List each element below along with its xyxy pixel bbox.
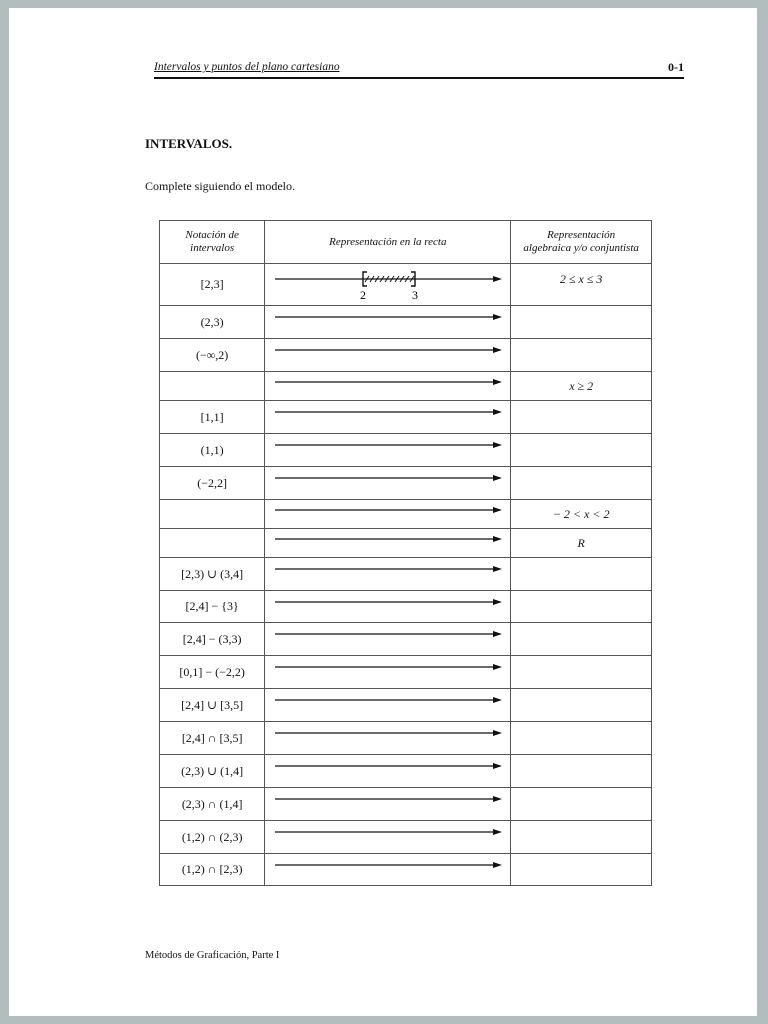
algebraic-cell (511, 755, 652, 788)
number-line-cell (265, 529, 511, 558)
page-footer: Métodos de Graficación, Parte I (145, 950, 280, 961)
table-row (160, 372, 652, 401)
algebraic-cell (511, 656, 652, 689)
table-row (160, 264, 652, 306)
number-line-cell (265, 656, 511, 689)
notation-text: [2,4] − (3,3) (182, 631, 242, 646)
algebraic-cell (511, 339, 652, 372)
notation-cell (160, 401, 265, 434)
notation-cell (160, 755, 265, 788)
notation-cell (160, 558, 265, 591)
notation-cell (160, 623, 265, 656)
algebraic-text: 2 ≤ x ≤ 3 (559, 272, 603, 286)
algebraic-text (511, 755, 651, 787)
number-line-cell (265, 623, 511, 656)
algebraic-text: x ≥ 2 (569, 378, 594, 393)
algebraic-text (511, 623, 651, 655)
number-line (265, 656, 510, 688)
algebraic-text (511, 656, 651, 688)
arrow-head (493, 730, 502, 736)
notation-text (160, 529, 264, 557)
notation-cell (160, 591, 265, 623)
algebraic-cell (511, 467, 652, 500)
arrow-head (493, 796, 502, 802)
table-row (160, 339, 652, 372)
tick-label: 2 (360, 288, 367, 302)
header-notation (160, 221, 265, 264)
table-header-row (160, 221, 652, 264)
table-row (160, 755, 652, 788)
algebraic-text (511, 339, 651, 371)
number-line (265, 372, 510, 400)
table-row (160, 854, 652, 886)
arrow-head (493, 862, 502, 868)
number-line-cell (265, 722, 511, 755)
algebraic-cell (511, 821, 652, 854)
algebraic-cell (511, 500, 652, 529)
algebraic-cell (511, 529, 652, 558)
table-row (160, 558, 652, 591)
table-row (160, 306, 652, 339)
number-line (265, 264, 510, 305)
number-line-cell (265, 821, 511, 854)
notation-cell (160, 264, 265, 306)
number-line (265, 722, 510, 754)
number-line (265, 623, 510, 655)
algebraic-cell (511, 854, 652, 886)
number-line-cell (265, 788, 511, 821)
notation-text: [1,1] (200, 409, 224, 424)
number-line (265, 467, 510, 499)
notation-cell (160, 529, 265, 558)
number-line-cell (265, 339, 511, 372)
arrow-head (493, 599, 502, 605)
number-line-cell (265, 689, 511, 722)
number-line (265, 306, 510, 338)
arrow-head (493, 507, 502, 513)
number-line (265, 558, 510, 590)
notation-cell (160, 500, 265, 529)
arrow-head (493, 664, 502, 670)
tick-label: 3 (412, 288, 419, 302)
header-page-number: 0-1 (668, 60, 684, 74)
algebraic-cell (511, 591, 652, 623)
header-notation-line-1: Notación de (185, 229, 239, 241)
header-title: Intervalos y puntos del plano cartesiano (154, 61, 340, 73)
number-line (265, 434, 510, 466)
number-line (265, 689, 510, 721)
table-row (160, 591, 652, 623)
arrow-head (493, 442, 502, 448)
arrow-head (493, 276, 502, 282)
number-line-cell (265, 854, 511, 886)
table-row (160, 788, 652, 821)
intervals-table (159, 220, 652, 886)
header-algebraic-line-1: Representación (547, 229, 616, 241)
algebraic-text (511, 722, 651, 754)
notation-text: [2,3) ∪ (3,4] (181, 566, 244, 581)
notation-text: (1,2) ∩ (2,3) (181, 829, 243, 844)
table-row (160, 623, 652, 656)
notation-text: (2,3) ∩ (1,4] (181, 796, 243, 811)
notation-text: [2,4] ∩ [3,5] (181, 730, 243, 745)
algebraic-cell (511, 264, 652, 306)
table-row (160, 722, 652, 755)
number-line (265, 788, 510, 820)
section-title: INTERVALOS. (145, 136, 233, 151)
notation-cell (160, 434, 265, 467)
algebraic-text (511, 689, 651, 721)
algebraic-text (511, 821, 651, 853)
algebraic-text: − 2 < x < 2 (552, 506, 610, 521)
notation-text: (2,3) ∪ (1,4] (181, 763, 244, 778)
number-line-cell (265, 306, 511, 339)
arrow-head (493, 347, 502, 353)
number-line (265, 755, 510, 787)
notation-text: (2,3) (200, 314, 224, 329)
notation-text: [0,1] − (−2,2) (179, 664, 245, 679)
number-line (265, 821, 510, 853)
notation-text: (1,1) (200, 442, 224, 457)
number-line-cell (265, 264, 511, 306)
algebraic-text (511, 854, 651, 885)
algebraic-text (511, 434, 651, 466)
table-row (160, 500, 652, 529)
number-line-cell (265, 372, 511, 401)
algebraic-text (511, 591, 651, 622)
notation-text: (1,2) ∩ [2,3) (181, 862, 243, 876)
table-row (160, 467, 652, 500)
algebraic-cell (511, 306, 652, 339)
arrow-head (493, 409, 502, 415)
notation-text (160, 372, 264, 400)
algebraic-text (511, 467, 651, 499)
notation-cell (160, 306, 265, 339)
algebraic-cell (511, 558, 652, 591)
number-line (265, 401, 510, 433)
arrow-head (493, 697, 502, 703)
number-line-cell (265, 401, 511, 434)
table-row (160, 821, 652, 854)
number-line (265, 500, 510, 528)
notation-cell (160, 372, 265, 401)
notation-cell (160, 821, 265, 854)
table-row (160, 529, 652, 558)
header-line-representation (265, 221, 511, 264)
arrow-head (493, 314, 502, 320)
arrow-head (493, 379, 502, 385)
notation-text: (−2,2] (197, 475, 228, 490)
number-line-cell (265, 500, 511, 529)
number-line (265, 591, 510, 622)
header-algebraic-line-2: algebraica y/o conjuntista (523, 242, 639, 254)
arrow-head (493, 536, 502, 542)
header-notation-line-2: intervalos (190, 242, 235, 254)
number-line-cell (265, 467, 511, 500)
number-line (265, 529, 510, 557)
notation-cell (160, 467, 265, 500)
algebraic-cell (511, 689, 652, 722)
number-line-cell (265, 591, 511, 623)
notation-cell (160, 339, 265, 372)
number-line (265, 339, 510, 371)
algebraic-text (511, 306, 651, 338)
algebraic-text (511, 788, 651, 820)
table-row (160, 689, 652, 722)
notation-cell (160, 722, 265, 755)
notation-text: [2,4] ∪ [3,5] (181, 697, 244, 712)
arrow-head (493, 475, 502, 481)
notation-cell (160, 788, 265, 821)
algebraic-cell (511, 372, 652, 401)
algebraic-cell (511, 401, 652, 434)
table-row (160, 401, 652, 434)
algebraic-cell (511, 788, 652, 821)
algebraic-cell (511, 623, 652, 656)
notation-cell (160, 854, 265, 886)
notation-text: (−∞,2) (195, 347, 229, 362)
notation-cell (160, 656, 265, 689)
number-line-cell (265, 434, 511, 467)
arrow-head (493, 631, 502, 637)
algebraic-cell (511, 434, 652, 467)
page-header (154, 55, 684, 79)
algebraic-cell (511, 722, 652, 755)
notation-text: [2,4] − {3} (185, 599, 239, 613)
notation-text (160, 500, 264, 528)
algebraic-text (511, 558, 651, 590)
notation-cell (160, 689, 265, 722)
table-row (160, 656, 652, 689)
header-algebraic (511, 221, 652, 264)
number-line-cell (265, 755, 511, 788)
arrow-head (493, 566, 502, 572)
header-line-text: Representación en la recta (329, 235, 447, 248)
number-line-cell (265, 558, 511, 591)
table-row (160, 434, 652, 467)
arrow-head (493, 829, 502, 835)
algebraic-text (511, 401, 651, 433)
algebraic-text: R (577, 535, 585, 550)
arrow-head (493, 763, 502, 769)
notation-text: [2,3] (200, 277, 224, 291)
number-line (265, 854, 510, 885)
instruction-text: Complete siguiendo el modelo. (145, 179, 295, 193)
